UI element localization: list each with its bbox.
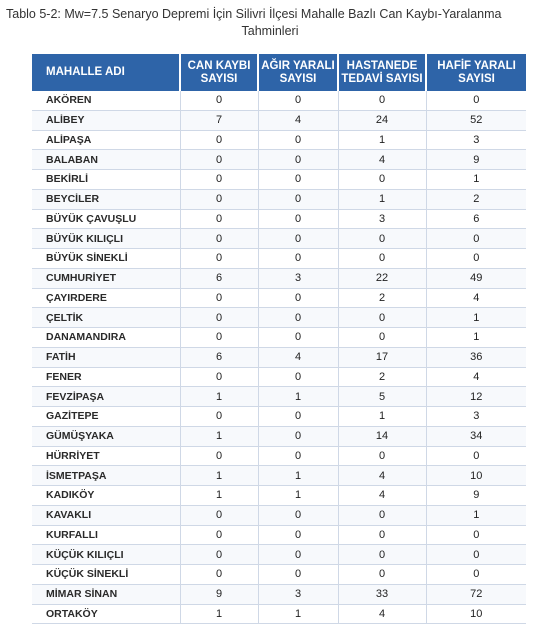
cell-deaths: 1 [180,466,258,486]
cell-neighborhood-name: GAZİTEPE [32,407,180,427]
header-deaths: CAN KAYBI SAYISI [180,54,258,91]
cell-lightly-injured: 4 [426,367,526,387]
cell-severely-injured: 3 [258,584,338,604]
cell-hospital-treatment: 4 [338,466,426,486]
cell-severely-injured: 0 [258,308,338,328]
table-row [32,110,526,130]
cell-severely-injured: 1 [258,604,338,624]
cell-neighborhood-name: BALABAN [32,150,180,170]
cell-lightly-injured: 10 [426,604,526,624]
cell-hospital-treatment: 0 [338,91,426,110]
table-row [32,249,526,269]
cell-severely-injured: 0 [258,209,338,229]
cell-hospital-treatment: 22 [338,268,426,288]
table-caption [0,0,540,40]
cell-lightly-injured: 1 [426,505,526,525]
cell-deaths: 6 [180,347,258,367]
cell-hospital-treatment: 4 [338,604,426,624]
cell-lightly-injured: 10 [426,466,526,486]
table-row [32,170,526,190]
cell-severely-injured: 4 [258,110,338,130]
cell-neighborhood-name: CUMHURİYET [32,268,180,288]
cell-lightly-injured: 0 [426,525,526,545]
cell-deaths: 1 [180,387,258,407]
cell-deaths: 0 [180,288,258,308]
table-row [32,446,526,466]
table-row [32,565,526,585]
caption-line-1: Tablo 5-2: Mw=7.5 Senaryo Depremi İçin Silivri İlçesi Mahalle Bazlı Can Kaybı-Yaralanma [6,7,502,21]
table-row [32,584,526,604]
header-neighborhood-name: MAHALLE ADI [32,54,180,91]
cell-neighborhood-name: İSMETPAŞA [32,466,180,486]
cell-hospital-treatment: 17 [338,347,426,367]
cell-lightly-injured: 1 [426,170,526,190]
cell-hospital-treatment: 0 [338,505,426,525]
table-row [32,525,526,545]
cell-lightly-injured: 2 [426,189,526,209]
table-row [32,189,526,209]
table-row [32,130,526,150]
cell-hospital-treatment: 0 [338,328,426,348]
cell-deaths: 1 [180,486,258,506]
cell-severely-injured: 0 [258,229,338,249]
cell-neighborhood-name: FENER [32,367,180,387]
cell-neighborhood-name: ÇAYIRDERE [32,288,180,308]
cell-severely-injured: 3 [258,268,338,288]
cell-lightly-injured: 0 [426,229,526,249]
cell-lightly-injured: 34 [426,426,526,446]
cell-neighborhood-name: DANAMANDIRA [32,328,180,348]
header-hospital-treatment: HASTANEDE TEDAVİ SAYISI [338,54,426,91]
cell-neighborhood-name: BÜYÜK KILIÇLI [32,229,180,249]
table-row [32,545,526,565]
cell-severely-injured: 1 [258,387,338,407]
cell-neighborhood-name: FATİH [32,347,180,367]
cell-deaths: 0 [180,367,258,387]
cell-severely-injured: 0 [258,288,338,308]
cell-lightly-injured: 0 [426,249,526,269]
cell-deaths: 0 [180,308,258,328]
cell-severely-injured: 0 [258,367,338,387]
cell-severely-injured: 0 [258,407,338,427]
cell-severely-injured: 0 [258,130,338,150]
cell-hospital-treatment: 4 [338,150,426,170]
cell-neighborhood-name: BÜYÜK SİNEKLİ [32,249,180,269]
cell-deaths: 0 [180,170,258,190]
cell-neighborhood-name: HÜRRİYET [32,446,180,466]
cell-hospital-treatment: 0 [338,170,426,190]
cell-neighborhood-name: KÜÇÜK KILIÇLI [32,545,180,565]
cell-neighborhood-name: KAVAKLI [32,505,180,525]
cell-deaths: 0 [180,130,258,150]
cell-hospital-treatment: 0 [338,565,426,585]
cell-lightly-injured: 1 [426,328,526,348]
cell-neighborhood-name: FEVZİPAŞA [32,387,180,407]
cell-deaths: 9 [180,584,258,604]
table-row [32,288,526,308]
cell-neighborhood-name: BÜYÜK ÇAVUŞLU [32,209,180,229]
cell-lightly-injured: 12 [426,387,526,407]
table-row [32,209,526,229]
cell-hospital-treatment: 1 [338,407,426,427]
table-row [32,387,526,407]
cell-lightly-injured: 36 [426,347,526,367]
cell-deaths: 0 [180,229,258,249]
cell-deaths: 6 [180,268,258,288]
cell-hospital-treatment: 2 [338,367,426,387]
cell-deaths: 0 [180,565,258,585]
cell-hospital-treatment: 33 [338,584,426,604]
cell-neighborhood-name: GÜMÜŞYAKA [32,426,180,446]
cell-severely-injured: 1 [258,466,338,486]
table-row [32,486,526,506]
cell-hospital-treatment: 3 [338,209,426,229]
table-row [32,466,526,486]
cell-neighborhood-name: KURFALLI [32,525,180,545]
cell-deaths: 0 [180,189,258,209]
cell-lightly-injured: 9 [426,486,526,506]
cell-deaths: 0 [180,407,258,427]
table-body [32,91,526,624]
cell-hospital-treatment: 0 [338,446,426,466]
table-row [32,505,526,525]
cell-severely-injured: 0 [258,170,338,190]
cell-neighborhood-name: KÜÇÜK SİNEKLİ [32,565,180,585]
cell-severely-injured: 0 [258,189,338,209]
cell-deaths: 1 [180,604,258,624]
cell-deaths: 7 [180,110,258,130]
cell-neighborhood-name: AKÖREN [32,91,180,110]
table-row [32,268,526,288]
cell-neighborhood-name: BEKİRLİ [32,170,180,190]
cell-hospital-treatment: 0 [338,545,426,565]
cell-lightly-injured: 0 [426,565,526,585]
caption-line-2: Tahminleri [241,24,299,38]
cell-deaths: 0 [180,446,258,466]
cell-severely-injured: 0 [258,505,338,525]
cell-hospital-treatment: 5 [338,387,426,407]
cell-hospital-treatment: 0 [338,308,426,328]
cell-lightly-injured: 49 [426,268,526,288]
header-lightly-injured: HAFİF YARALI SAYISI [426,54,526,91]
cell-deaths: 0 [180,505,258,525]
cell-severely-injured: 0 [258,426,338,446]
cell-severely-injured: 0 [258,150,338,170]
cell-lightly-injured: 52 [426,110,526,130]
table-row [32,229,526,249]
cell-neighborhood-name: BEYCİLER [32,189,180,209]
table-row [32,426,526,446]
cell-deaths: 0 [180,328,258,348]
cell-lightly-injured: 3 [426,407,526,427]
cell-deaths: 0 [180,249,258,269]
table-row [32,347,526,367]
table-header-row [32,54,526,91]
cell-severely-injured: 0 [258,91,338,110]
table-row [32,328,526,348]
cell-lightly-injured: 6 [426,209,526,229]
cell-neighborhood-name: KADIKÖY [32,486,180,506]
cell-neighborhood-name: ÇELTİK [32,308,180,328]
header-severely-injured: AĞIR YARALI SAYISI [258,54,338,91]
table-row [32,150,526,170]
cell-deaths: 0 [180,209,258,229]
cell-lightly-injured: 0 [426,446,526,466]
cell-lightly-injured: 9 [426,150,526,170]
cell-severely-injured: 4 [258,347,338,367]
cell-hospital-treatment: 14 [338,426,426,446]
cell-hospital-treatment: 0 [338,525,426,545]
cell-neighborhood-name: MİMAR SİNAN [32,584,180,604]
cell-severely-injured: 0 [258,565,338,585]
cell-deaths: 0 [180,525,258,545]
cell-hospital-treatment: 1 [338,189,426,209]
cell-severely-injured: 1 [258,486,338,506]
table-row [32,91,526,110]
cell-hospital-treatment: 1 [338,130,426,150]
cell-hospital-treatment: 2 [338,288,426,308]
cell-lightly-injured: 0 [426,91,526,110]
cell-severely-injured: 0 [258,545,338,565]
cell-lightly-injured: 1 [426,308,526,328]
casualty-table [32,54,526,624]
table-row [32,308,526,328]
cell-severely-injured: 0 [258,249,338,269]
cell-neighborhood-name: ALİPAŞA [32,130,180,150]
cell-deaths: 1 [180,426,258,446]
cell-deaths: 0 [180,545,258,565]
cell-lightly-injured: 0 [426,545,526,565]
cell-neighborhood-name: ORTAKÖY [32,604,180,624]
cell-hospital-treatment: 0 [338,229,426,249]
cell-severely-injured: 0 [258,446,338,466]
cell-severely-injured: 0 [258,525,338,545]
table-row [32,407,526,427]
cell-deaths: 0 [180,91,258,110]
cell-lightly-injured: 3 [426,130,526,150]
cell-lightly-injured: 4 [426,288,526,308]
cell-hospital-treatment: 24 [338,110,426,130]
cell-severely-injured: 0 [258,328,338,348]
table-row [32,367,526,387]
cell-neighborhood-name: ALİBEY [32,110,180,130]
cell-hospital-treatment: 0 [338,249,426,269]
cell-deaths: 0 [180,150,258,170]
cell-hospital-treatment: 4 [338,486,426,506]
cell-lightly-injured: 72 [426,584,526,604]
